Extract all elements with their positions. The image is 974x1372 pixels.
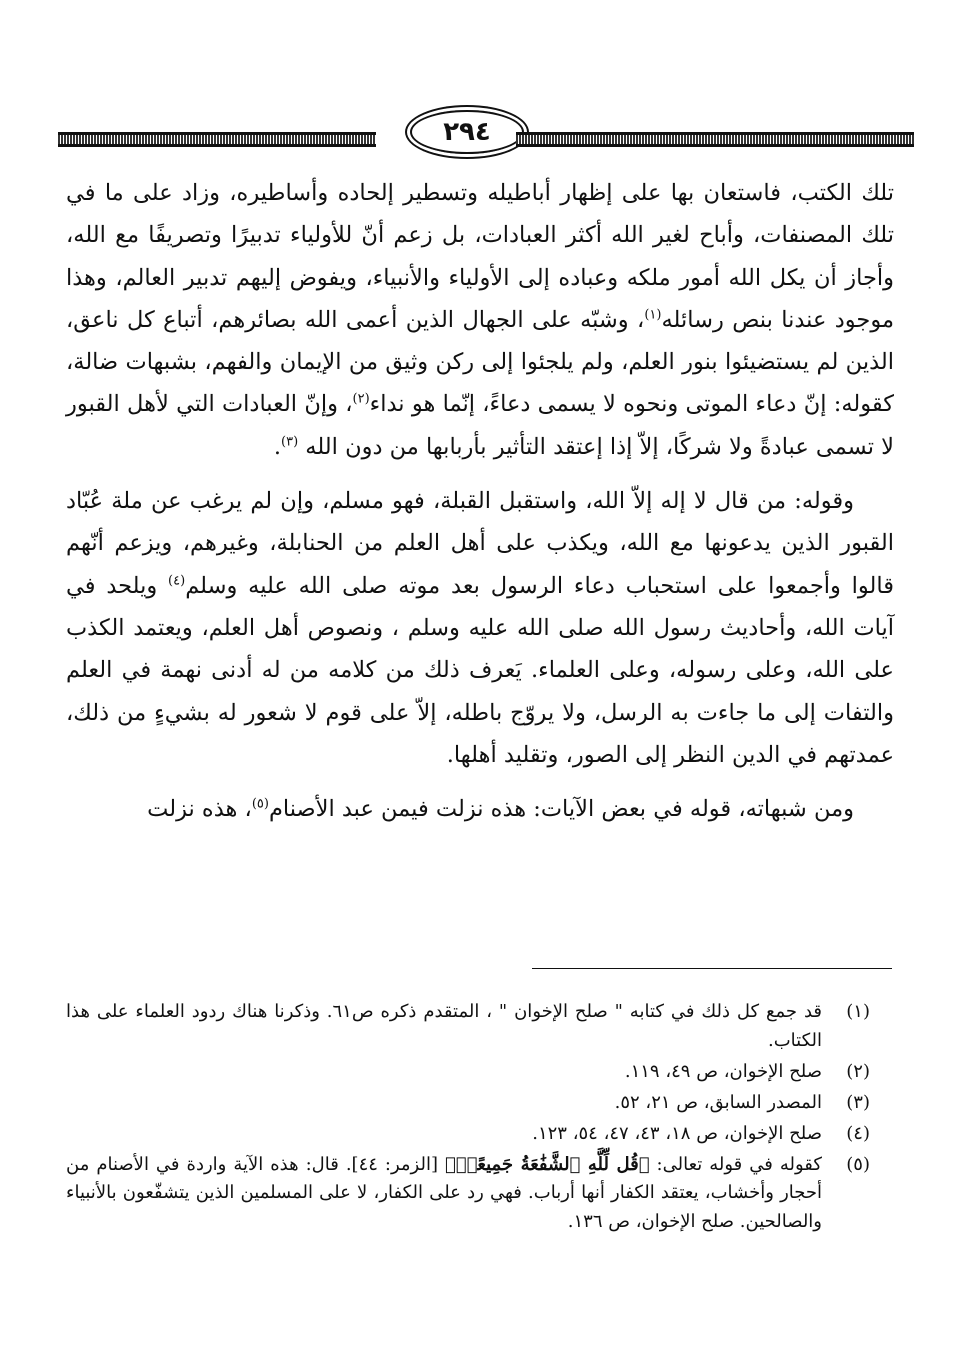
footnote-number: (٣) xyxy=(846,1091,870,1113)
footnote-ref-1: (١) xyxy=(644,307,662,323)
footnote-ref-4: (٤) xyxy=(168,573,186,589)
header-rule-left xyxy=(58,132,376,147)
quran-verse: ﴿قُل لِّلَّهِ ٱلشَّفَٰعَةُ جَمِيعًاۖ﴾ xyxy=(444,1153,650,1175)
footnote-number: (٥) xyxy=(846,1153,870,1175)
footnote-text: صلح الإخوان، ص ٤٩، ١١٩. xyxy=(624,1060,822,1082)
paragraph-text: ويلحد في آيات الله، وأحاديث رسول الله صلى الله عليه وسلم ، ونصوص أهل العلم، ويعتمد الكذب على الله، وعلى رسوله، وعلى العلماء. يَعرف ذلك من كلامه من له أدنى نهمة في العلم والتفات إلى ما جاءت به الرسل، ولا يروّج باطله، إلاّ على قوم لا شعور له بشيءٍ من ذلك، عمدتهم في الدين النظر إلى الصور، وتقليد أهلها. xyxy=(66,572,894,768)
main-text xyxy=(66,172,894,830)
footnote-ref-3: (٣) xyxy=(281,434,299,450)
footnote-2 xyxy=(66,1058,870,1087)
page-number: ٢٩٤ xyxy=(443,117,491,147)
header-rule-right xyxy=(516,132,914,147)
footnote-text xyxy=(66,1151,822,1237)
footnote-separator xyxy=(532,968,892,969)
footnote-text-part: كقوله في قوله تعالى: xyxy=(649,1153,822,1175)
page-number-oval xyxy=(410,110,524,154)
footnote-5 xyxy=(66,1151,870,1237)
page-header xyxy=(58,108,914,160)
paragraph-1 xyxy=(66,172,894,468)
paragraph-3 xyxy=(66,788,894,830)
footnote-ref-2: (٢) xyxy=(352,391,370,407)
footnote-text: صلح الإخوان، ص ١٨، ٤٣، ٤٧، ٥٤، ١٢٣. xyxy=(532,1122,822,1144)
footnote-text: قد جمع كل ذلك في كتابه " صلح الإخوان " ، المتقدم ذكره ص٦١. وذكرنا هناك ردود العلماء على هذا الكتاب. xyxy=(66,1001,822,1051)
paragraph-text: ، وإنّ العبادات التي لأهل القبور لا تسمى عبادةً ولا شركًا، إلاّ إذا إعتقد التأثير بأربابها من دون الله xyxy=(66,391,894,460)
footnotes xyxy=(66,998,870,1239)
paragraph-text: وقوله: من قال لا إله إلاّ الله، واستقبل القبلة، فهو مسلم، وإن لم يرغب عن ملة عُبّاد القبور الذين يدعونها مع الله، ويكذب على أهل العلم من الحنابلة، وغيرهم، ويزعم أنّهم قالوا وأجمعوا على استحباب دعاء الرسول بعد موته صلى الله عليه وسلم xyxy=(66,488,894,599)
footnote-number: (٢) xyxy=(846,1060,870,1082)
footnote-3 xyxy=(66,1089,870,1118)
footnote-ref-5: (٥) xyxy=(251,796,269,812)
footnote-number: (٤) xyxy=(846,1122,870,1144)
footnote-1 xyxy=(66,998,870,1055)
paragraph-text: ومن شبهاته، قوله في بعض الآيات: هذه نزلت فيمن عبد الأصنام xyxy=(268,796,854,823)
footnote-number: (١) xyxy=(846,1001,870,1022)
paragraph-text: تلك الكتب، فاستعان بها على إظهار أباطيله وتسطير إلحاده وأساطيره، وزاد على ما في تلك المصنفات، وأباح لغير الله أكثر العبادات، بل زعم أنّ للأولياء تدبيرًا وتصريفًا مع الله، وأجاز أن يكل الله أمور ملكه وعباده إلى الأولياء والأنبياء، ويفوض إليهم تدبير العالم، وهذا موجود عندنا بنص رسائله xyxy=(66,180,894,333)
footnote-text: المصدر السابق، ص ٢١، ٥٢. xyxy=(614,1091,822,1113)
paragraph-text: ، وشبّه على الجهال الذين أعمى الله بصائرهم، أتباع كل ناعق، الذين لم يستضيئوا بنور العلم، ولم يلجئوا إلى ركن وثيق من الإيمان والفهم، بشبهات ضالة، كقوله: إنّ دعاء الموتى ونحوه لا يسمى دعاءً، إنّما هو نداء xyxy=(66,306,894,418)
paragraph-text: . xyxy=(273,433,281,460)
paragraph-2 xyxy=(66,480,894,776)
footnote-4 xyxy=(66,1120,870,1149)
paragraph-text: ، هذه نزلت xyxy=(147,796,252,823)
footnote-text-part: [الزمر: ٤٤]. قال: هذه الآية واردة في الأصنام من أحجار وأخشاب، يعتقد الكفار أنها أرباب. فهي رد على الكفار، لا على المسلمين الذين يتشفّعون بالأنبياء والصالحين. صلح الإخوان، ص ١٣٦. xyxy=(66,1153,822,1232)
